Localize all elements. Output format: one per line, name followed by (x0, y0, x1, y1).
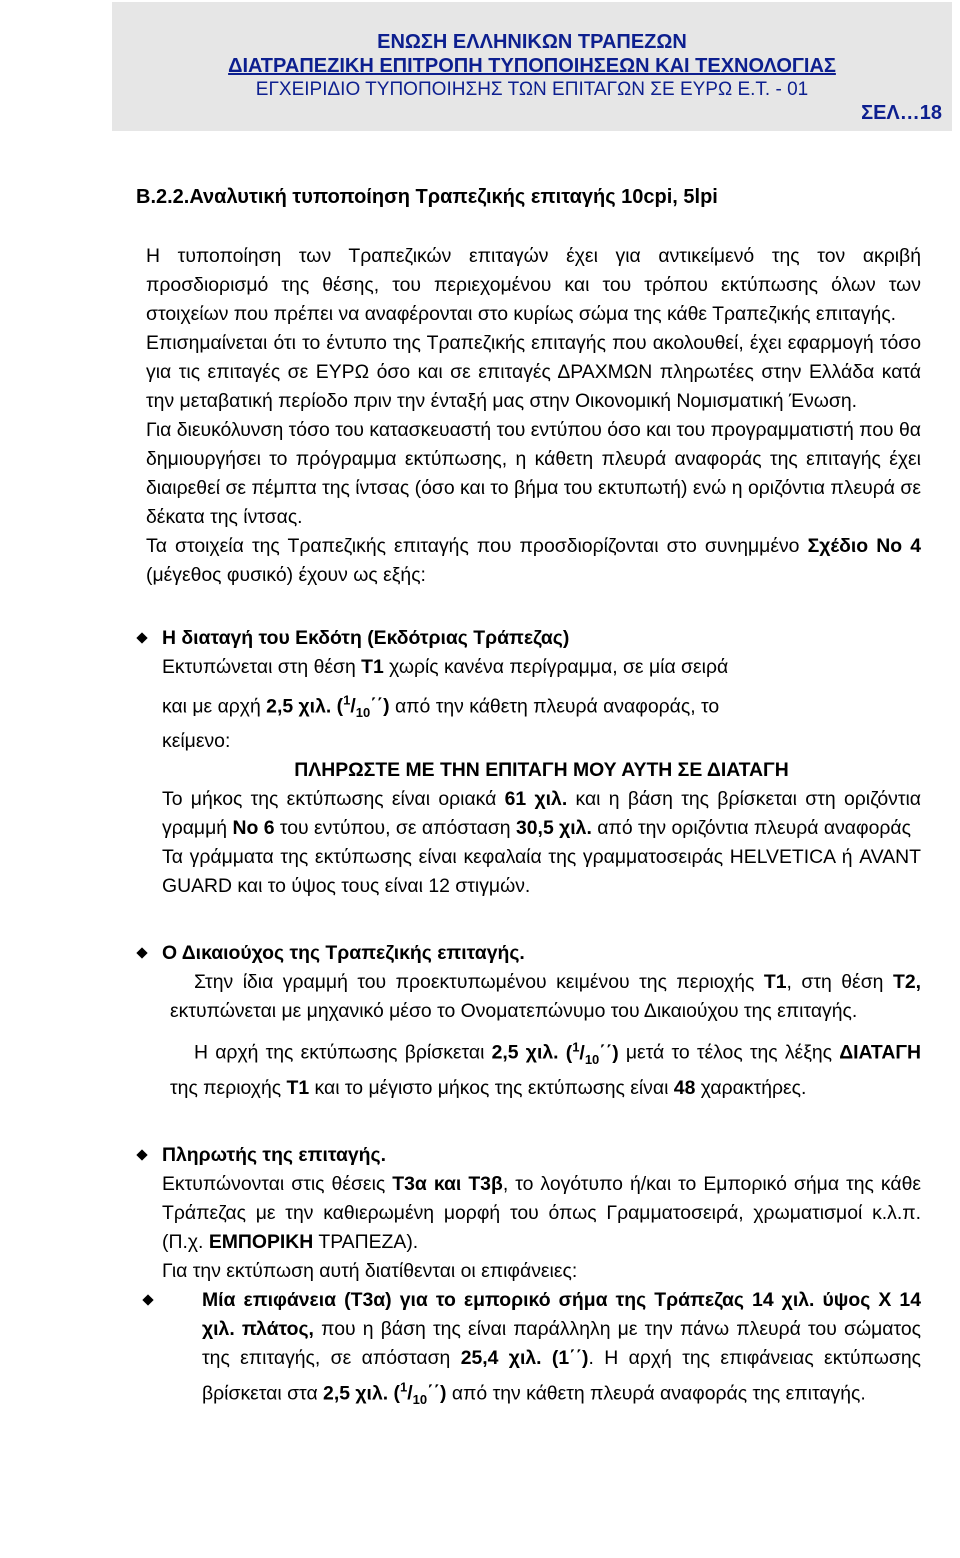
bullet-payer (146, 1141, 921, 1414)
bullet-title: Η διαταγή του Εκδότη (Εκδότριας Τράπεζας) (162, 627, 570, 649)
bullet-text: Η αρχή της εκτύπωσης βρίσκεται 2,5 χιλ. $(^1/_{10}΄΄)$ μετά το τέλος της λέξης ΔΙΑΤΑΓΗ της περιοχής Τ1 και το μέγιστο μήκος της εκτύπωσης είναι 48 χαρακτήρες. (170, 1039, 921, 1099)
header-organization: ΕΝΩΣΗ ΕΛΛΗΝΙΚΩΝ ΤΡΑΠΕΖΩΝ (377, 31, 687, 53)
page-number: ΣΕΛ…18 (861, 102, 942, 124)
document-body (146, 242, 921, 1414)
bullet-issuer-order (146, 624, 921, 901)
bullet-beneficiary (146, 939, 921, 1102)
bullet-title: Πληρωτής της επιταγής. (162, 1143, 386, 1166)
order-text: ΠΛΗΡΩΣΤΕ ΜΕ ΤΗΝ ΕΠΙΤΑΓΗ ΜΟΥ ΑΥΤΗ ΣΕ ΔΙΑΤΑΓΗ (294, 759, 789, 782)
intro-paragraph-4: Τα στοιχεία της Τραπεζικής επιταγής που προσδιορίζονται στο συνημμένο Σχέδιο Νο 4 (μέγεθος φυσικό) έχουν ως εξής: (146, 535, 921, 586)
section-title: Β.2.2.Αναλυτική τυποποίηση Τραπεζικής επιταγής 10cpi, 5lpi (136, 186, 718, 208)
fraction: $(^1/_{10}΄΄)$ (336, 693, 390, 721)
bullet-title: Ο Δικαιούχος της Τραπεζικής επιταγής. (162, 942, 525, 965)
fraction: $(^1/_{10}΄΄)$ (565, 1039, 619, 1067)
bullet-text: κείμενο: (162, 730, 231, 753)
intro-paragraph-1: Η τυποποίηση των Τραπεζικών επιταγών έχει για αντικείμενό της τον ακριβή προσδιορισμό της θέσης, του περιεχομένου και του τρόπου εκτύπωσης όλων των στοιχείων που πρέπει να αναφέρονται στο κυρίως σώμα της κάθε Τραπεζικής επιταγής. (146, 245, 921, 325)
bullet-text: Για την εκτύπωση αυτή διατίθενται οι επιφάνειες: (162, 1259, 578, 1282)
bullet-text: Εκτυπώνεται στη θέση Τ1 χωρίς κανένα περίγραμμα, σε μία σειρά (162, 656, 729, 678)
bullet-diamond-icon (144, 1296, 154, 1306)
bullet-diamond-icon (138, 634, 148, 644)
bullet-text: Μία επιφάνεια (Τ3α) για το εμπορικό σήμα της Τράπεζας 14 χιλ. ύψος Χ 14 χιλ. πλάτος, που η βάση της είναι παράλληλη με την πάνω πλευρά του σώματος της επιταγής, σε απόσταση 25,4 χιλ. (1΄΄). Η αρχή της επιφάνειας εκτύπωσης βρίσκεται στα 2,5 χιλ. $(^1/_{10}΄΄)$ από την κάθετη πλευρά αναφοράς της επιταγής. (202, 1288, 921, 1408)
header-manual-title: ΕΓΧΕΙΡΙΔΙΟ ΤΥΠΟΠΟΙΗΣΗΣ ΤΩΝ ΕΠΙΤΑΓΩΝ ΣΕ ΕΥΡΩ Ε.Τ. - 01 (255, 79, 809, 100)
document-header (112, 2, 952, 131)
intro-paragraph-2: Επισημαίνεται ότι το έντυπο της Τραπεζικής επιταγής που ακολουθεί, έχει εφαρμογή τόσο για τις επιταγές σε ΕΥΡΩ όσο και σε επιταγές ΔΡΑΧΜΩΝ πληρωτέες στην Ελλάδα κατά την μεταβατική περίοδο πριν την ένταξή μας στην Οικονομική Νομισματική Ένωση. (146, 332, 921, 412)
bullet-diamond-icon (138, 1151, 148, 1161)
bullet-text: Τα γράμματα της εκτύπωσης είναι κεφαλαία της γραμματοσειράς HELVETICA ή AVANT GUARD και το ύψος τους είναι 12 στιγμών. (162, 846, 921, 898)
bullet-text: Εκτυπώνονται στις θέσεις Τ3α και Τ3β, το λογότυπο ή/και το Εμπορικό σήμα της κάθε Τράπεζας με την καθιερωμένη μορφή του όπως Γραμματοσειρά, χρωματισμοί κ.λ.π. (Π.χ. ΕΜΠΟΡΙΚΗ ΤΡΑΠΕΖΑ). (162, 1172, 921, 1253)
header-committee: ΔΙΑΤΡΑΠΕΖΙΚΗ ΕΠΙΤΡΟΠΗ ΤΥΠΟΠΟΙΗΣΕΩΝ ΚΑΙ ΤΕΧΝΟΛΟΓΙΑΣ (228, 55, 836, 77)
intro-paragraph-3: Για διευκόλυνση τόσο του κατασκευαστή του εντύπου όσο και του προγραμματιστή που θα δημιουργήσει το πρόγραμμα εκτύπωσης, η κάθετη πλευρά αναφοράς της επιταγής έχει διαιρεθεί σε πέμπτα της ίντσας (όσο και το βήμα του εκτυπωτή) ενώ η οριζόντια πλευρά σε δέκατα της ίντσας. (146, 419, 921, 528)
bullet-text: και με αρχή 2,5 χιλ. $(^1/_{10}΄΄)$ από την κάθετη πλευρά αναφοράς, το (162, 693, 720, 721)
bullet-text: Το μήκος της εκτύπωσης είναι οριακά 61 χιλ. και η βάση της βρίσκεται στη οριζόντια γραμμή Νο 6 του εντύπου, σε απόσταση 30,5 χιλ. από την οριζόντια πλευρά αναφοράς (162, 788, 921, 840)
bullet-text: Στην ίδια γραμμή του προεκτυπωμένου κειμένου της περιοχής Τ1, στη θέση Τ2, εκτυπώνεται με μηχανικό μέσο το Ονοματεπώνυμο του Δικαιούχου της επιταγής. (170, 971, 921, 1023)
bullet-diamond-icon (138, 949, 148, 959)
fraction: $(^1/_{10}΄΄)$ (393, 1379, 447, 1408)
sub-bullet-t3a (146, 1286, 921, 1414)
